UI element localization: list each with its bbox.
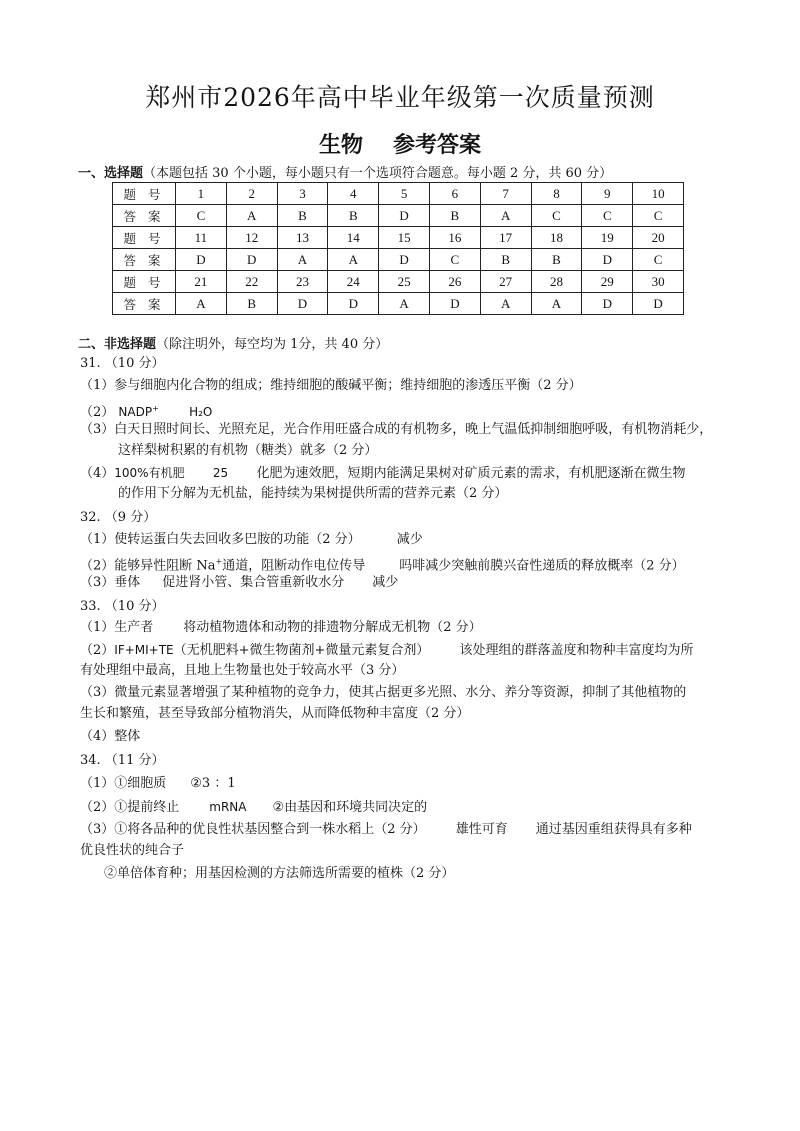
answer-cell: A — [480, 205, 531, 227]
answer-cell: A — [480, 293, 531, 315]
answer-cell: C — [176, 205, 227, 227]
question-number-row — [113, 183, 684, 205]
question-number-cell: 6 — [429, 183, 480, 205]
q33-answer-4: （4）整体 — [80, 729, 141, 744]
answer-cell: C — [582, 205, 633, 227]
question-number-cell: 18 — [531, 227, 582, 249]
question-number-cell: 20 — [633, 227, 684, 249]
question-number-cell: 14 — [328, 227, 379, 249]
row-header-question: 题 号 — [113, 271, 176, 293]
q31-answer-4-line1: （4）100%有机肥 25 化肥为速效肥，短期内能满足果树对矿质元素的需求，有机肥逐渐在微生物 — [80, 466, 686, 481]
answer-cell: A — [328, 249, 379, 271]
answer-cell: A — [226, 205, 277, 227]
q31-a2-label: （2） — [80, 405, 115, 420]
answer-cell: A — [176, 293, 227, 315]
q31-answer-3-line1: （3）白天日照时间长、光照充足，光合作用旺盛合成的有机物多，晚上气温低抑制细胞呼吸，有机物消耗少， — [80, 422, 713, 437]
answer-cell: D — [633, 293, 684, 315]
answer-cell: D — [176, 249, 227, 271]
q31-answer-3-line2: 这样梨树积累的有机物（糖类）就多（2 分） — [118, 443, 378, 458]
q31-answer-4-line2: 的作用下分解为无机盐，能持续为果树提供所需的营养元素（2 分） — [118, 486, 508, 501]
row-header-question: 题 号 — [113, 183, 176, 205]
answer-row — [113, 293, 684, 315]
answer-cell: A — [277, 249, 328, 271]
question-number-cell: 1 — [176, 183, 227, 205]
question-number-cell: 25 — [379, 271, 430, 293]
answer-row — [113, 249, 684, 271]
question-number-cell: 26 — [429, 271, 480, 293]
question-number-cell: 9 — [582, 183, 633, 205]
section-1-heading — [78, 162, 612, 181]
answer-cell: D — [429, 293, 480, 315]
question-number-row — [113, 271, 684, 293]
question-number-cell: 19 — [582, 227, 633, 249]
q33-answer-2-line2: 有处理组中最高，且地上生物量也处于较高水平（3 分） — [80, 663, 405, 678]
q31-heading: 31. （10 分） — [80, 356, 165, 371]
question-number-cell: 28 — [531, 271, 582, 293]
answer-cell: B — [429, 205, 480, 227]
section-1-title: 一、选择题 — [78, 166, 144, 181]
answer-row — [113, 205, 684, 227]
answer-cell: D — [582, 293, 633, 315]
answer-cell: D — [226, 249, 277, 271]
q31-answer-1: （1）参与细胞内化合物的组成；维持细胞的酸碱平衡；维持细胞的渗透压平衡（2 分） — [80, 378, 582, 393]
answer-cell: C — [531, 205, 582, 227]
q32-heading: 32. （9 分） — [80, 510, 157, 525]
question-number-cell: 5 — [379, 183, 430, 205]
question-number-cell: 7 — [480, 183, 531, 205]
question-number-cell: 4 — [328, 183, 379, 205]
q31-a4-explanation: 化肥为速效肥，短期内能满足果树对矿质元素的需求，有机肥逐渐在微生物 — [256, 466, 686, 481]
q31-a2-nadp: NADP+ — [118, 404, 159, 419]
question-number-cell: 13 — [277, 227, 328, 249]
answer-cell: B — [531, 249, 582, 271]
q33-answer-3-line2: 生长和繁殖，甚至导致部分植物消失，从而降低物种丰富度（2 分） — [80, 706, 470, 721]
row-header-answer: 答 案 — [113, 205, 176, 227]
question-number-cell: 3 — [277, 183, 328, 205]
answer-cell: B — [480, 249, 531, 271]
answer-cell: B — [277, 205, 328, 227]
question-number-cell: 23 — [277, 271, 328, 293]
section-2-title: 二、非选择题 — [78, 337, 157, 352]
question-number-cell: 15 — [379, 227, 430, 249]
section-2-heading — [78, 333, 388, 352]
q33-answer-2-line1: （2）IF+MI+TE（无机肥料+微生物菌剂+微量元素复合剂） 该处理组的群落盖度和物种丰富度均为所 — [80, 643, 694, 658]
question-number-cell: 27 — [480, 271, 531, 293]
answer-cell: C — [429, 249, 480, 271]
q34-answer-3-line3: ②单倍体育种；用基因检测的方法筛选所需要的植株（2 分） — [104, 866, 455, 881]
page-subtitle — [0, 128, 800, 159]
answer-cell: C — [633, 249, 684, 271]
q34-answer-3-line1: （3）①将各品种的优良性状基因整合到一株水稻上（2 分） 雄性可育 通过基因重组获得具有多种 — [80, 822, 692, 837]
answer-key-label: 参考答案 — [393, 133, 482, 158]
answer-cell: C — [633, 205, 684, 227]
q34-answer-3-line2: 优良性状的纯合子 — [80, 843, 185, 858]
section-1-note: （本题包括 30 个小题，每小题只有一个选项符合题意。每小题 2 分，共 60 分） — [143, 166, 613, 181]
q33-heading: 33. （10 分） — [80, 599, 165, 614]
row-header-question: 题 号 — [113, 227, 176, 249]
question-number-cell: 8 — [531, 183, 582, 205]
row-header-answer: 答 案 — [113, 249, 176, 271]
question-number-cell: 16 — [429, 227, 480, 249]
answer-cell: D — [379, 249, 430, 271]
question-number-cell: 24 — [328, 271, 379, 293]
row-header-answer: 答 案 — [113, 293, 176, 315]
question-number-cell: 10 — [633, 183, 684, 205]
q31-a2-water: H₂O — [189, 405, 213, 419]
question-number-cell: 12 — [226, 227, 277, 249]
question-number-cell: 30 — [633, 271, 684, 293]
q32-answer-3: （3）垂体 促进肾小管、集合管重新收水分 减少 — [80, 575, 399, 590]
q31-a4-fertilizer: 100%有机肥 — [114, 466, 185, 480]
answer-cell: D — [277, 293, 328, 315]
answer-cell: A — [379, 293, 430, 315]
q32-answer-2: （2）能够异性阻断 Na+通道，阻断动作电位传导 吗啡减少突触前膜兴奋性递质的释放概率（2 分） — [80, 557, 685, 574]
answer-cell: B — [226, 293, 277, 315]
q32-answer-1: （1）使转运蛋白失去回收多巴胺的功能（2 分） 减少 — [80, 532, 423, 547]
q33-answer-1: （1）生产者 将动植物遗体和动物的排遗物分解成无机物（2 分） — [80, 620, 482, 635]
q33-answer-3-line1: （3）微量元素显著增强了某种植物的竞争力，使其占据更多光照、水分、养分等资源，抑制了其他植物的 — [80, 685, 687, 700]
q34-answer-1: （1）①细胞质 ②3 ：1 — [80, 776, 236, 791]
question-number-cell: 29 — [582, 271, 633, 293]
answer-table — [112, 182, 684, 315]
answer-cell: D — [328, 293, 379, 315]
question-number-cell: 17 — [480, 227, 531, 249]
q34-heading: 34. （11 分） — [80, 753, 165, 768]
question-number-cell: 11 — [176, 227, 227, 249]
answer-cell: D — [379, 205, 430, 227]
subject-label: 生物 — [318, 133, 363, 158]
q31-a4-value: 25 — [212, 466, 229, 480]
answer-cell: B — [328, 205, 379, 227]
section-2-note: （除注明外，每空均为 1分，共 40 分） — [156, 337, 389, 352]
question-number-cell: 2 — [226, 183, 277, 205]
answer-cell: A — [531, 293, 582, 315]
question-number-cell: 21 — [176, 271, 227, 293]
question-number-cell: 22 — [226, 271, 277, 293]
question-number-row — [113, 227, 684, 249]
answer-cell: D — [582, 249, 633, 271]
q34-answer-2: （2）①提前终止 mRNA ②由基因和环境共同决定的 — [80, 800, 428, 815]
page-title: 郑州市2026年高中毕业年级第一次质量预测 — [145, 83, 655, 112]
